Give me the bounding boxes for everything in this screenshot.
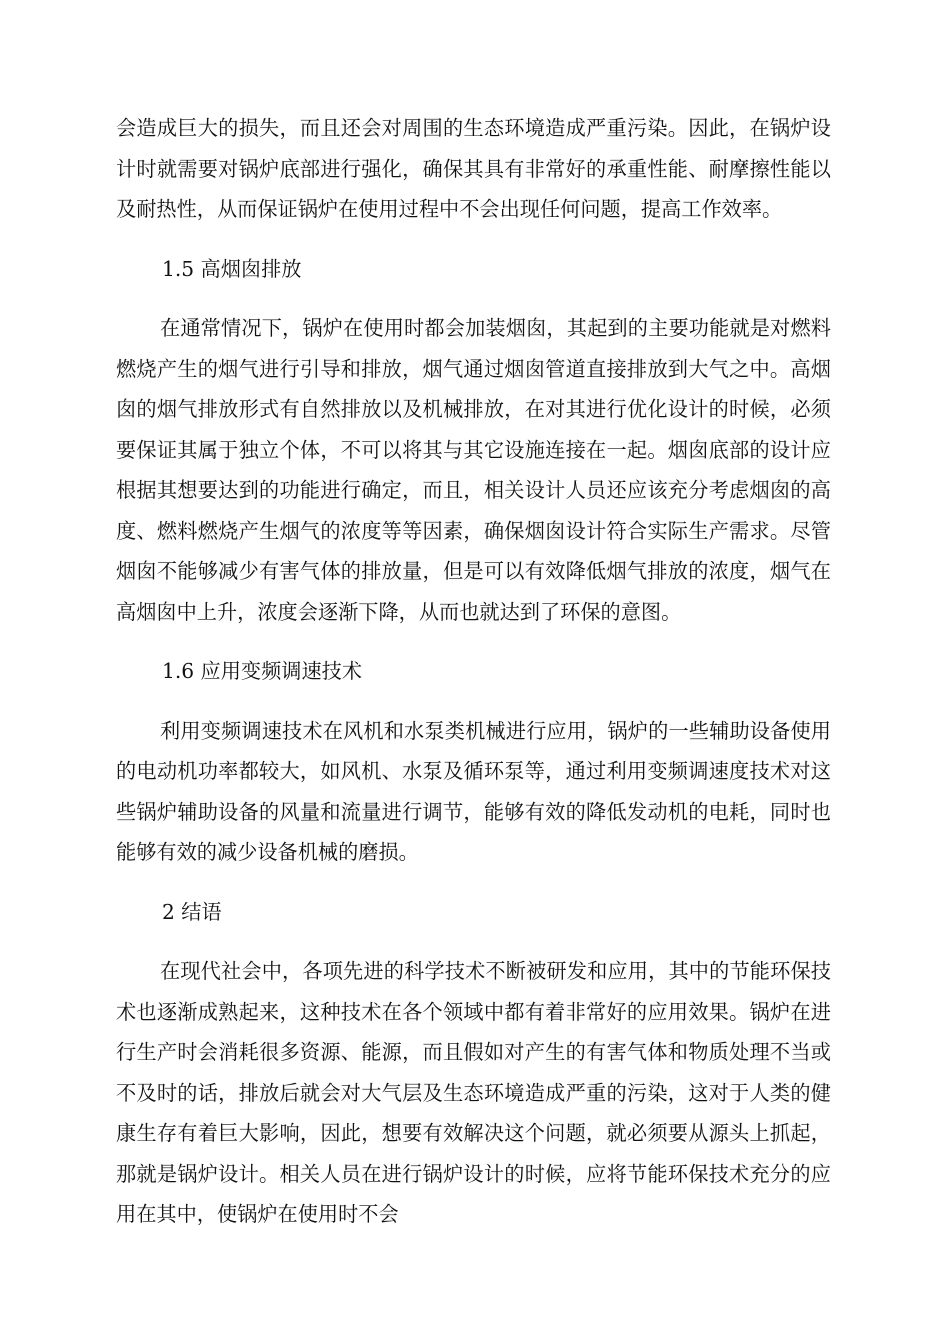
body-paragraph-continuation: 会造成巨大的损失，而且还会对周围的生态环境造成严重污染。因此，在锅炉设计时就需要对锅炉底部进行强化，确保其具有非常好的承重性能、耐摩擦性能以及耐热性，从而保证锅炉在使用过程中不会出现任何问题，提高工作效率。 (116, 116, 831, 221)
section-heading-1-5: 1.5 高烟囱排放 (162, 256, 302, 281)
section-heading-1-6: 1.6 应用变频调速技术 (162, 659, 363, 683)
body-paragraph-conclusion: 在现代社会中，各项先进的科学技术不断被研发和应用，其中的节能环保技术也逐渐成熟起来，这种技术在各个领域中都有着非常好的应用效果。锅炉在进行生产时会消耗很多资源、能源，而且假如对产生的有害气体和物质处理不当或不及时的话，排放后就会对大气层及生态环境造成严重的污染，这对于人类的健康生存有着巨大影响，因此，想要有效解决这个问题，就必须要从源头上抓起，那就是锅炉设计。相关人员在进行锅炉设计的时候，应将节能环保技术充分的应用在其中，使锅炉在使用时不会 (116, 959, 831, 1226)
document-body (116, 108, 831, 1254)
section-heading-conclusion: 2 结语 (162, 899, 222, 924)
body-paragraph-variable-frequency: 利用变频调速技术在风机和水泵类机械进行应用，锅炉的一些辅助设备使用的电动机功率都较大，如风机、水泵及循环泵等，通过利用变频调速度技术对这些锅炉辅助设备的风量和流量进行调节，能够有效的降低发动机的电耗，同时也能够有效的减少设备机械的磨损。 (116, 718, 831, 864)
body-paragraph-chimney: 在通常情况下，锅炉在使用时都会加装烟囱，其起到的主要功能就是对燃料燃烧产生的烟气进行引导和排放，烟气通过烟囱管道直接排放到大气之中。高烟囱的烟气排放形式有自然排放以及机械排放，在对其进行优化设计的时候，必须要保证其属于独立个体，不可以将其与其它设施连接在一起。烟囱底部的设计应根据其想要达到的功能进行确定，而且，相关设计人员还应该充分考虑烟囱的高度、燃料燃烧产生烟气的浓度等等因素，确保烟囱设计符合实际生产需求。尽管烟囱不能够减少有害气体的排放量，但是可以有效降低烟气排放的浓度，烟气在高烟囱中上升，浓度会逐渐下降，从而也就达到了环保的意图。 (116, 316, 831, 624)
